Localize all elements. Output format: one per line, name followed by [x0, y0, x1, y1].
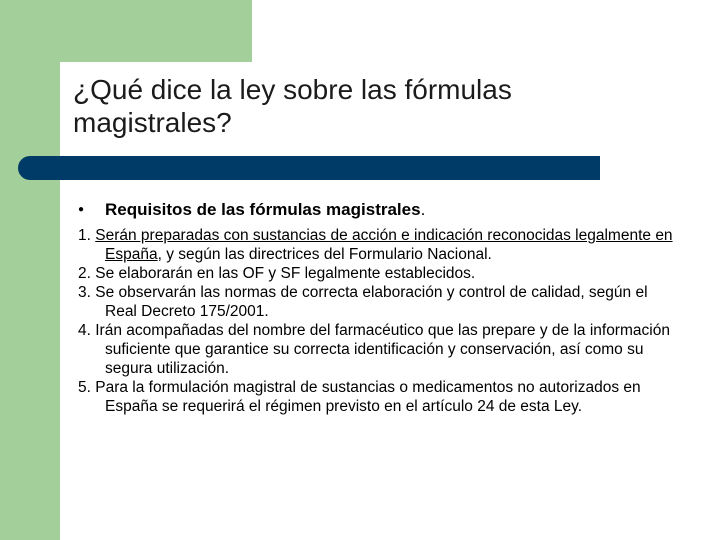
subtitle-period: . [420, 200, 426, 219]
item-text: , y según las directrices del Formulario Nacional. [157, 246, 492, 263]
item-number: 3. [78, 284, 91, 301]
item-underlined-text: Serán preparadas con sustancias de acción e indicación reconocidas legalmente en España [95, 227, 673, 263]
slide-title: ¿Qué dice la ley sobre las fórmulas magistrales? [73, 74, 512, 138]
green-sidebar-decoration [0, 0, 60, 540]
bullet-icon: ● [78, 204, 85, 215]
list-item [78, 226, 678, 264]
subtitle-text: Requisitos de las fórmulas magistrales [105, 200, 421, 219]
item-number: 4. [78, 322, 91, 339]
item-number: 2. [78, 265, 91, 282]
item-number: 5. [78, 379, 91, 396]
item-number: 1. [78, 227, 91, 244]
list-item [78, 378, 678, 416]
list-item [78, 264, 678, 283]
list-item [78, 283, 678, 321]
item-text: Para la formulación magistral de sustancias o medicamentos no autorizados en España se requerirá el régimen previsto en el artículo 24 de esta Ley. [95, 379, 641, 415]
section-subtitle [105, 199, 425, 221]
item-text: Se observarán las normas de correcta elaboración y control de calidad, según el Real Decreto 175/2001. [95, 284, 648, 320]
item-text: Se elaborarán en las OF y SF legalmente establecidos. [95, 265, 476, 282]
requirements-list [78, 226, 678, 416]
title-underline-bar [18, 156, 600, 180]
list-item [78, 321, 678, 378]
green-top-decoration [0, 0, 252, 62]
item-text: Irán acompañadas del nombre del farmacéutico que las prepare y de la información suficiente que garantice su correcta identificación y conservación, así como su segura utilización. [95, 322, 670, 377]
